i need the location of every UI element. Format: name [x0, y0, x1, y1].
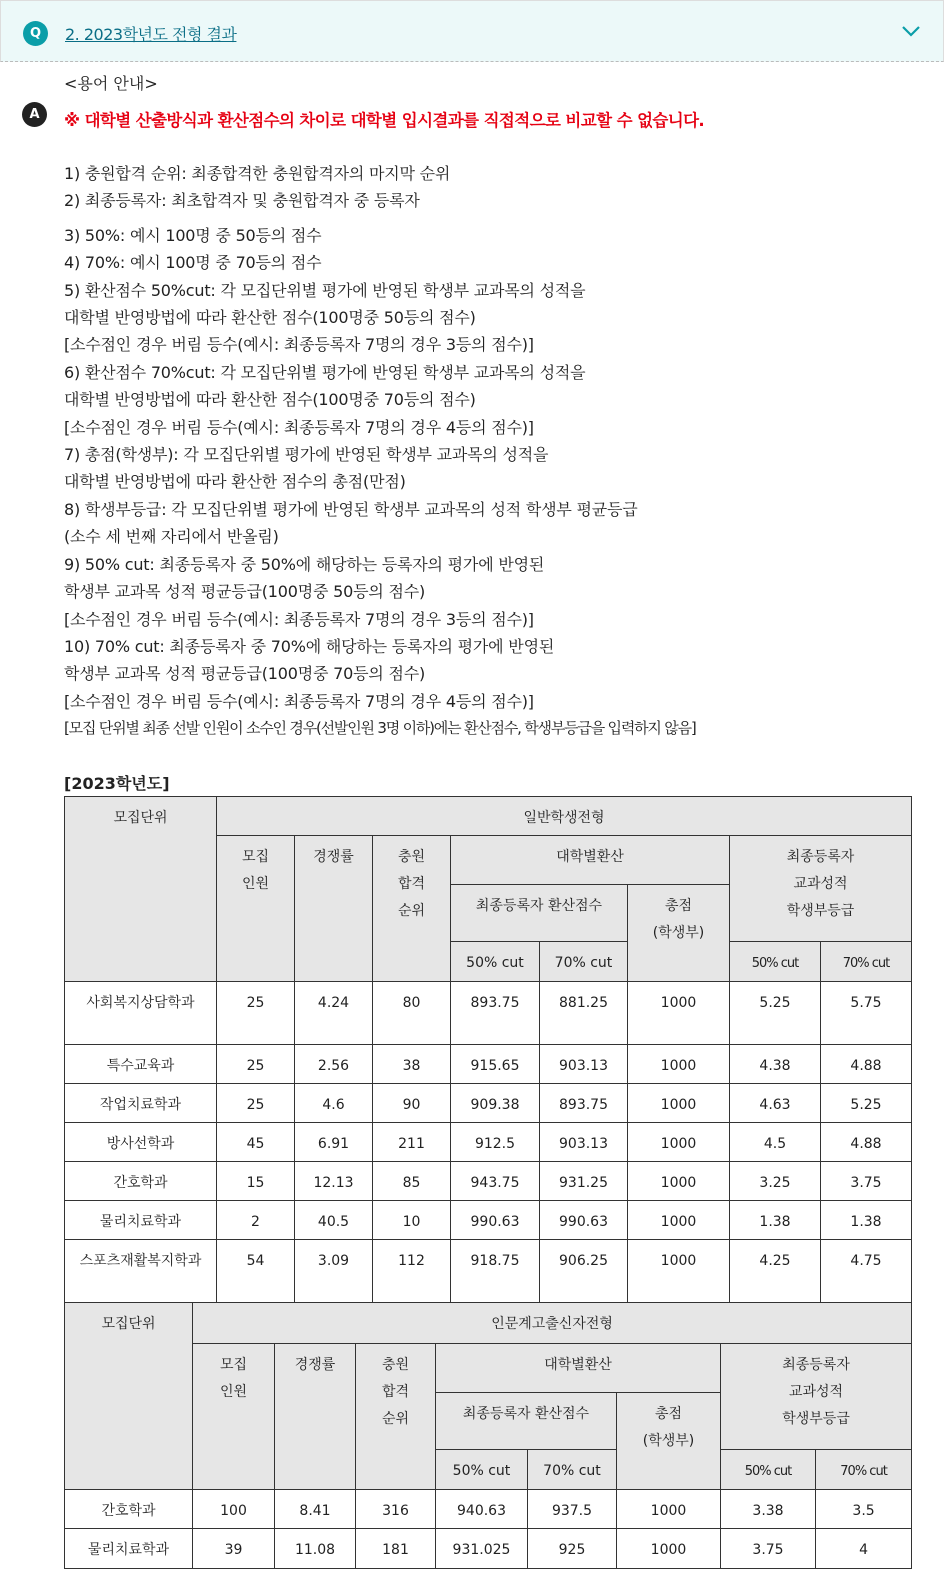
header-grade-cut70	[816, 1450, 912, 1490]
value-cell-text: 940.63	[457, 1503, 506, 1519]
value-cell	[821, 1045, 912, 1084]
value-cell-text: 12.13	[313, 1175, 354, 1191]
value-cell	[451, 1084, 540, 1123]
value-cell-text: 5.75	[850, 995, 882, 1011]
unit-name-cell	[65, 1045, 217, 1084]
header-conv-score-text: 최종등록자 환산점수	[475, 898, 603, 914]
header-grade-cut50	[730, 942, 821, 982]
unit-name-cell-text: 특수교육과	[106, 1058, 175, 1074]
value-cell	[528, 1529, 617, 1569]
value-cell	[628, 1240, 730, 1304]
value-cell	[295, 982, 373, 1045]
value-cell-text: 990.63	[559, 1214, 608, 1230]
faq-question-header[interactable]	[0, 0, 944, 62]
value-cell	[373, 1084, 451, 1123]
value-cell	[217, 1123, 295, 1162]
table-row	[65, 1201, 912, 1240]
value-cell-text: 1000	[660, 995, 697, 1011]
value-cell-text: 3.38	[752, 1503, 784, 1519]
value-cell-text: 316	[382, 1503, 409, 1519]
value-cell	[451, 1123, 540, 1162]
value-cell-text: 893.75	[559, 1097, 608, 1113]
value-cell-text: 45	[246, 1136, 265, 1152]
table-row	[65, 1529, 912, 1569]
header-ratio-text: 경쟁률	[294, 1357, 336, 1373]
definition-line: (소수 세 번째 자리에서 반올림)	[64, 527, 279, 547]
value-cell	[356, 1529, 436, 1569]
header-unit-text: 모집단위	[101, 1316, 156, 1332]
value-cell-text: 1000	[660, 1058, 697, 1074]
results-table-humanities	[64, 1302, 912, 1569]
value-cell-text: 2	[251, 1214, 260, 1230]
value-cell-text: 990.63	[470, 1214, 520, 1230]
value-cell	[275, 1490, 356, 1529]
header-ratio	[295, 836, 373, 982]
value-cell-text: 112	[398, 1253, 425, 1269]
table-row	[65, 1162, 912, 1201]
value-cell-text: 4.88	[850, 1058, 882, 1074]
value-cell	[821, 1201, 912, 1240]
value-cell	[540, 1123, 628, 1162]
definition-line: 대학별 반영방법에 따라 환산한 점수(100명중 70등의 점수)	[64, 390, 476, 410]
definition-line: 5) 환산점수 50%cut: 각 모집단위별 평가에 반영된 학생부 교과목의 성적을	[64, 280, 586, 300]
value-cell-text: 3.09	[317, 1253, 350, 1269]
value-cell	[451, 1201, 540, 1240]
value-cell-text: 3.75	[850, 1175, 882, 1191]
value-cell-text: 3.5	[852, 1503, 875, 1519]
header-conversion-text: 대학별환산	[556, 849, 624, 865]
value-cell-text: 40.5	[317, 1214, 350, 1230]
header-cut50	[436, 1450, 528, 1490]
value-cell-text: 1.38	[850, 1214, 882, 1230]
value-cell	[730, 1162, 821, 1201]
header-grade-cut50	[721, 1450, 816, 1490]
table-row	[65, 1045, 912, 1084]
value-cell	[628, 982, 730, 1045]
value-cell-text: 4.6	[322, 1097, 345, 1113]
definition-line: [소수점인 경우 버림 등수(예시: 최종등록자 7명의 경우 3등의 점수)]	[64, 609, 534, 629]
header-cut50	[451, 942, 540, 982]
unit-name-cell	[65, 1162, 217, 1201]
value-cell	[373, 1045, 451, 1084]
value-cell	[217, 1045, 295, 1084]
value-cell	[628, 1201, 730, 1240]
header-quota	[193, 1344, 275, 1490]
results-table-general	[64, 796, 912, 1304]
value-cell	[730, 1045, 821, 1084]
header-rank-text: 충원	[381, 1357, 410, 1373]
value-cell-text: 925	[558, 1542, 586, 1558]
value-cell-text: 1000	[660, 1175, 697, 1191]
definition-line: [소수점인 경우 버림 등수(예시: 최종등록자 7명의 경우 4등의 점수)]	[64, 417, 534, 437]
definition-line: 1) 충원합격 순위: 최종합격한 충원합격자의 마지막 순위	[64, 164, 451, 183]
header-rank-text: 합격	[397, 876, 426, 892]
header-rank-text: 순위	[397, 903, 426, 919]
value-cell-text: 211	[398, 1136, 425, 1152]
value-cell-text: 4	[859, 1542, 868, 1558]
header-quota-text: 인원	[241, 876, 270, 892]
header-grade-cut70	[821, 942, 912, 982]
value-cell-text: 893.75	[470, 995, 520, 1011]
value-cell	[540, 1045, 628, 1084]
definition-line: 대학별 반영방법에 따라 환산한 점수의 총점(만점)	[64, 472, 406, 492]
value-cell-text: 881.25	[559, 995, 608, 1011]
value-cell-text: 1000	[660, 1097, 697, 1113]
value-cell-text: 943.75	[470, 1175, 520, 1191]
unit-name-cell-text: 물리치료학과	[99, 1214, 182, 1230]
value-cell	[373, 1201, 451, 1240]
value-cell	[540, 1162, 628, 1201]
header-grade-text: 교과성적	[793, 876, 848, 892]
definition-line: 학생부 교과목 성적 평균등급(100명중 70등의 점수)	[64, 664, 426, 684]
header-quota	[217, 836, 295, 982]
value-cell	[617, 1529, 721, 1569]
question-badge: Q	[23, 21, 48, 46]
value-cell-text: 4.24	[317, 995, 350, 1011]
header-grade-text: 교과성적	[788, 1384, 844, 1400]
value-cell	[821, 1123, 912, 1162]
header-grade-text: 최종등록자	[782, 1357, 850, 1373]
unit-name-cell	[65, 1490, 193, 1529]
table-row	[65, 1240, 912, 1304]
value-cell	[217, 1201, 295, 1240]
header-rank	[356, 1344, 436, 1490]
value-cell-text: 909.38	[470, 1097, 520, 1113]
value-cell	[628, 1045, 730, 1084]
header-cut70	[528, 1450, 617, 1490]
header-track	[217, 797, 912, 836]
value-cell-text: 903.13	[559, 1136, 608, 1152]
header-cut70	[540, 942, 628, 982]
header-grade-cut70-text: 70% cut	[840, 1464, 887, 1479]
header-rank	[373, 836, 451, 982]
value-cell-text: 1000	[660, 1136, 697, 1152]
value-cell	[821, 1240, 912, 1304]
value-cell	[540, 1201, 628, 1240]
value-cell	[540, 982, 628, 1045]
value-cell-text: 4.25	[759, 1253, 791, 1269]
table-row	[65, 982, 912, 1045]
table-row	[65, 1084, 912, 1123]
value-cell	[451, 982, 540, 1045]
unit-name-cell-text: 물리치료학과	[87, 1542, 170, 1558]
header-grade	[730, 836, 912, 942]
value-cell-text: 3.25	[759, 1175, 791, 1191]
value-cell	[451, 1240, 540, 1304]
guide-heading: <용어 안내>	[64, 74, 158, 93]
value-cell-text: 903.13	[559, 1058, 608, 1074]
value-cell	[821, 1084, 912, 1123]
unit-name-cell	[65, 1240, 217, 1304]
value-cell	[816, 1490, 912, 1529]
unit-name-cell-text: 방사선학과	[106, 1136, 175, 1152]
header-conv-score	[436, 1393, 617, 1450]
header-unit	[65, 1303, 193, 1490]
definition-line: 학생부 교과목 성적 평균등급(100명중 50등의 점수)	[64, 582, 426, 602]
header-cut50-text: 50% cut	[452, 1463, 511, 1479]
value-cell	[217, 1084, 295, 1123]
value-cell	[730, 1084, 821, 1123]
unit-name-cell	[65, 1084, 217, 1123]
term-definitions	[64, 160, 696, 743]
header-grade	[721, 1344, 912, 1450]
header-cut70-text: 70% cut	[543, 1463, 601, 1479]
value-cell	[617, 1490, 721, 1529]
value-cell	[730, 1123, 821, 1162]
value-cell-text: 1000	[650, 1503, 687, 1519]
header-conv-score-text: 최종등록자 환산점수	[462, 1406, 590, 1422]
value-cell	[193, 1529, 275, 1569]
value-cell	[295, 1162, 373, 1201]
value-cell-text: 54	[246, 1253, 265, 1269]
value-cell-text: 100	[220, 1503, 247, 1519]
value-cell-text: 80	[402, 995, 421, 1011]
header-total	[628, 885, 730, 982]
value-cell-text: 931.025	[452, 1542, 511, 1558]
warning-text: ※ 대학별 산출방식과 환산점수의 차이로 대학별 입시결과를 직접적으로 비교할 수 없습니다.	[64, 111, 705, 130]
header-grade-cut70-text: 70% cut	[842, 956, 890, 971]
value-cell-text: 6.91	[317, 1136, 350, 1152]
value-cell	[730, 1201, 821, 1240]
header-grade-text: 학생부등급	[786, 903, 855, 919]
value-cell	[295, 1084, 373, 1123]
header-rank-text: 순위	[381, 1411, 410, 1427]
header-conv-score	[451, 885, 628, 942]
table-row	[65, 1490, 912, 1529]
unit-name-cell	[65, 1123, 217, 1162]
value-cell-text: 915.65	[470, 1058, 520, 1074]
header-grade-cut50-text: 50% cut	[744, 1464, 792, 1479]
value-cell	[540, 1084, 628, 1123]
unit-name-cell-text: 간호학과	[101, 1503, 156, 1519]
value-cell	[193, 1490, 275, 1529]
value-cell	[295, 1045, 373, 1084]
header-quota-text: 모집	[241, 849, 270, 865]
question-title-link[interactable]: 2. 2023학년도 전형 결과	[65, 25, 237, 44]
value-cell	[628, 1162, 730, 1201]
value-cell	[730, 1240, 821, 1304]
value-cell-text: 937.5	[551, 1503, 593, 1519]
unit-name-cell-text: 작업치료학과	[99, 1097, 182, 1113]
value-cell-text: 906.25	[559, 1253, 608, 1269]
value-cell	[356, 1490, 436, 1529]
value-cell	[821, 1162, 912, 1201]
value-cell	[628, 1084, 730, 1123]
value-cell-text: 4.63	[759, 1097, 791, 1113]
definition-line: 4) 70%: 예시 100명 중 70등의 점수	[64, 253, 322, 273]
value-cell-text: 39	[224, 1542, 243, 1558]
header-total-text: (학생부)	[652, 925, 705, 941]
value-cell-text: 15	[246, 1175, 265, 1191]
value-cell	[721, 1529, 816, 1569]
value-cell	[451, 1162, 540, 1201]
value-cell-text: 25	[246, 1097, 265, 1113]
definition-line: [소수점인 경우 버림 등수(예시: 최종등록자 7명의 경우 4등의 점수)]	[64, 691, 534, 711]
definition-line: 6) 환산점수 70%cut: 각 모집단위별 평가에 반영된 학생부 교과목의 성적을	[64, 362, 586, 382]
unit-name-cell-text: 스포츠재활복지학과	[79, 1253, 202, 1269]
value-cell-text: 4.38	[759, 1058, 791, 1074]
table-row	[65, 1123, 912, 1162]
value-cell	[821, 982, 912, 1045]
value-cell	[373, 982, 451, 1045]
definition-line: 8) 학생부등급: 각 모집단위별 평가에 반영된 학생부 교과목의 성적 학생부 평균등급	[64, 499, 638, 519]
value-cell	[217, 982, 295, 1045]
unit-name-cell	[65, 982, 217, 1045]
definition-line: 2) 최종등록자: 최초합격자 및 충원합격자 중 등록자	[64, 191, 420, 211]
value-cell-text: 5.25	[759, 995, 791, 1011]
value-cell-text: 3.75	[752, 1542, 784, 1558]
value-cell	[436, 1529, 528, 1569]
value-cell-text: 1.38	[759, 1214, 791, 1230]
value-cell-text: 181	[382, 1542, 409, 1558]
value-cell	[295, 1123, 373, 1162]
header-track-text: 일반학생전형	[523, 810, 605, 826]
header-unit	[65, 797, 217, 982]
value-cell	[373, 1123, 451, 1162]
value-cell	[528, 1490, 617, 1529]
unit-name-cell-text: 사회복지상담학과	[86, 995, 195, 1011]
value-cell-text: 5.25	[850, 1097, 882, 1113]
definition-line: 대학별 반영방법에 따라 환산한 점수(100명중 50등의 점수)	[64, 308, 476, 328]
value-cell-text: 912.5	[474, 1136, 516, 1152]
value-cell-text: 918.75	[470, 1253, 520, 1269]
value-cell-text: 2.56	[317, 1058, 350, 1074]
definition-line: 3) 50%: 예시 100명 중 50등의 점수	[64, 225, 322, 245]
header-conversion-text: 대학별환산	[544, 1357, 612, 1373]
header-grade-cut50-text: 50% cut	[751, 956, 799, 971]
header-grade-text: 학생부등급	[782, 1411, 850, 1427]
value-cell	[373, 1162, 451, 1201]
definition-line: [소수점인 경우 버림 등수(예시: 최종등록자 7명의 경우 3등의 점수)]	[64, 335, 534, 355]
value-cell-text: 11.08	[294, 1542, 336, 1558]
header-rank-text: 합격	[381, 1384, 410, 1400]
value-cell	[217, 1162, 295, 1201]
value-cell	[373, 1240, 451, 1304]
header-track	[193, 1303, 912, 1344]
value-cell-text: 4.75	[850, 1253, 882, 1269]
value-cell-text: 4.5	[763, 1136, 787, 1152]
header-grade-text: 최종등록자	[786, 849, 855, 865]
header-quota-text: 인원	[219, 1384, 248, 1400]
value-cell	[540, 1240, 628, 1304]
value-cell-text: 931.25	[559, 1175, 608, 1191]
value-cell-text: 1000	[650, 1542, 687, 1558]
value-cell-text: 25	[246, 995, 265, 1011]
value-cell	[816, 1529, 912, 1569]
value-cell-text: 1000	[660, 1253, 697, 1269]
definition-line: 10) 70% cut: 최종등록자 중 70%에 해당하는 등록자의 평가에 반영된	[64, 636, 555, 656]
value-cell-text: 90	[402, 1097, 421, 1113]
year-title: [2023학년도]	[64, 774, 170, 793]
value-cell-text: 10	[402, 1214, 421, 1230]
value-cell	[217, 1240, 295, 1304]
value-cell	[295, 1240, 373, 1304]
value-cell	[721, 1490, 816, 1529]
value-cell	[436, 1490, 528, 1529]
value-cell	[628, 1123, 730, 1162]
header-track-text: 인문계고출신자전형	[491, 1316, 613, 1332]
header-total-text: 총점	[654, 1406, 683, 1422]
header-conversion	[436, 1344, 721, 1393]
unit-name-cell	[65, 1529, 193, 1569]
header-cut70-text: 70% cut	[554, 955, 613, 971]
header-rank-text: 충원	[397, 849, 426, 865]
header-total-text: (학생부)	[642, 1433, 695, 1449]
header-unit-text: 모집단위	[113, 810, 168, 826]
unit-name-cell-text: 간호학과	[113, 1175, 168, 1191]
header-total	[617, 1393, 721, 1490]
value-cell-text: 4.88	[850, 1136, 882, 1152]
value-cell	[451, 1045, 540, 1084]
unit-name-cell	[65, 1201, 217, 1240]
value-cell	[295, 1201, 373, 1240]
value-cell-text: 8.41	[299, 1503, 331, 1519]
header-ratio-text: 경쟁률	[313, 849, 354, 865]
value-cell-text: 25	[246, 1058, 265, 1074]
value-cell	[275, 1529, 356, 1569]
definition-line: 9) 50% cut: 최종등록자 중 50%에 해당하는 등록자의 평가에 반영된	[64, 554, 545, 574]
header-cut50-text: 50% cut	[466, 955, 524, 971]
chevron-down-icon[interactable]	[899, 21, 923, 41]
definition-line: [모집 단위별 최종 선발 인원이 소수인 경우(선발인원 3명 이하)에는 환산점수, 학생부등급을 입력하지 않음]	[64, 719, 696, 738]
header-total-text: 총점	[664, 898, 693, 914]
header-ratio	[275, 1344, 356, 1490]
value-cell-text: 38	[402, 1058, 421, 1074]
value-cell-text: 85	[402, 1175, 421, 1191]
header-quota-text: 모집	[219, 1357, 248, 1373]
value-cell-text: 1000	[660, 1214, 697, 1230]
answer-badge: A	[22, 102, 47, 127]
value-cell	[730, 982, 821, 1045]
definition-line: 7) 총점(학생부): 각 모집단위별 평가에 반영된 학생부 교과목의 성적을	[64, 445, 549, 465]
header-conversion	[451, 836, 730, 885]
